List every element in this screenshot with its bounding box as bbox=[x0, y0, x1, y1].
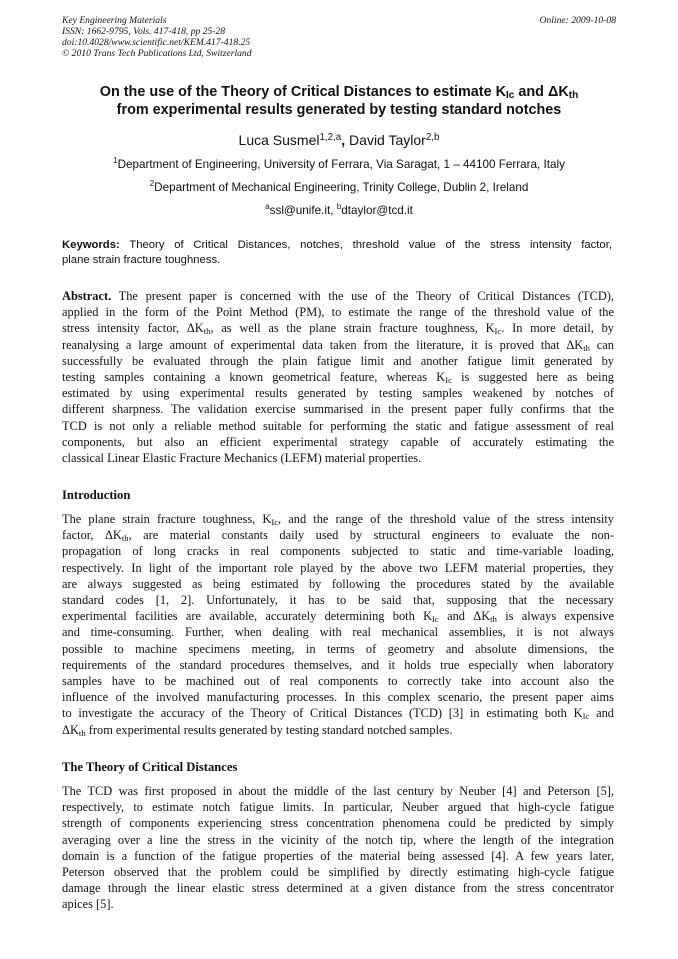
affiliation-trinity: $^2$Department of Mechanical Engineering, Trinity College, Dublin 2, Ireland bbox=[149, 179, 529, 194]
abstract: Abstract. The present paper is concerned with the use of the Theory of Critical Distances (TCD), applied in the form of the Point Method (PM), to estimate the range of the threshold value of the stress intensity factor, $\Delta K_{th}$, as well as the plane strain fracture toughness, $K_{Ic}$. In more detail, by reanalysing a large amount of experimental data taken from the literature, it is proved that $\Delta K_{th}$ can successfully be evaluated through the plain fatigue limit and another fatigue limit generated by testing samples containing a known geometrical feature, whereas $K_{Ic}$ is suggested here as being estimated by using experimental results generated by testing samples weakened by notches of different sharpness. The validation exercise summarised in the present paper fully confirms that the TCD is not only a reliable method suitable for performing the static and fatigue assessment of real components, but also an efficient experimental strategy capable of accurately estimating the classical Linear Elastic Fracture Mechanics (LEFM) material properties. bbox=[62, 289, 615, 466]
issn-line: ISSN: 1662-9795, Vols. 417-418, pp 25-28 bbox=[62, 26, 226, 37]
tcd-heading: The Theory of Critical Distances bbox=[62, 760, 238, 774]
author-susmel: Luca Susmel bbox=[238, 132, 320, 148]
author-taylor: David Taylor bbox=[349, 132, 426, 148]
tcd-body: The TCD was first proposed in about the middle of the last century by Neuber [4] and Peterson [5], respectively, to estimate notch fatigue limits. In particular, Neuber argued that high-cycle fatigue strength of components experiencing stress concentration phenomena could be predicted by simply averaging over a line the stress in the vicinity of the notch tip, where the length of the integration domain is a function of the fatigue properties of the material being assessed [4]. A few years later, Peterson observed that the problem could be simplified by directly estimating high-cycle fatigue damage through the linear elastic stress determined at a given distance from the stress concentrator apices [5]. bbox=[62, 784, 614, 912]
introduction-body: The plane strain fracture toughness, $K_{Ic}$, and the range of the threshold value of the stress intensity factor, $\Delta K_{th}$, are material constants daily used by structural engineers to evaluate the non- propagation of long cracks in real components subjected to static and time-variable loading, respectively. In light of the important role played by the above two LEFM material properties, they are always suggested as being estimated by following the procedures stated by the available standard codes [1, 2]. Unfortunately, it has to be said that, supposing that the necessary experimental facilities are available, accurately determining both $K_{Ic}$ and $\Delta K_{th}$ is always expensive and time-consuming. Further, when dealing with real mechanical assemblies, it is not always possible to machine specimens meeting, in terms of geometry and absolute dimensions, the requirements of the standard procedures themselves, and it holds true especially when laboratory samples have to be machined out of real components to correctly take into account also the influence of the involved manufacturing processes. In this complex scenario, the present paper aims to investigate the accuracy of the Theory of Critical Distances (TCD) [3] in estimating both $K_{Ic}$ and $\Delta K_{th}$ from experimental results generated by testing standard notched samples. bbox=[62, 512, 614, 738]
title-line-2: from experimental results generated by testing standard notches bbox=[116, 102, 562, 118]
journal-header bbox=[62, 15, 252, 59]
paper-title bbox=[40, 83, 638, 119]
author-emails: $^a$ssl@unife.it, $^b$dtaylor@tcd.it bbox=[265, 202, 413, 217]
keywords-label: Keywords: bbox=[62, 239, 120, 251]
email-taylor: dtaylor@tcd.it bbox=[341, 204, 413, 217]
copyright-line: © 2010 Trans Tech Publications Ltd, Switzerland bbox=[62, 48, 252, 59]
introduction-heading: Introduction bbox=[62, 488, 131, 502]
affiliation-ferrara: $^1$Department of Engineering, University of Ferrara, Via Saragat, 1 – 44100 Ferrara, Italy bbox=[113, 156, 565, 171]
author-list: Luca Susmel$^{1,2,a}$, David Taylor$^{2,b}$ bbox=[238, 132, 440, 148]
doi-line: doi:10.4028/www.scientific.net/KEM.417-418.25 bbox=[62, 37, 251, 48]
email-susmel: ssl@unife.it, bbox=[269, 204, 337, 217]
abstract-label: Abstract. bbox=[62, 289, 112, 303]
keywords: Keywords: Theory of Critical Distances, notches, threshold value of the stress intensity factor, plane strain fracture toughness. bbox=[62, 239, 612, 266]
title-line-1: On the use of the Theory of Critical Distances to estimate $K_{Ic}$ and $\Delta K_{th}$ bbox=[99, 84, 579, 101]
journal-name: Key Engineering Materials bbox=[62, 15, 167, 26]
online-date: Online: 2009-10-08 bbox=[539, 15, 616, 26]
